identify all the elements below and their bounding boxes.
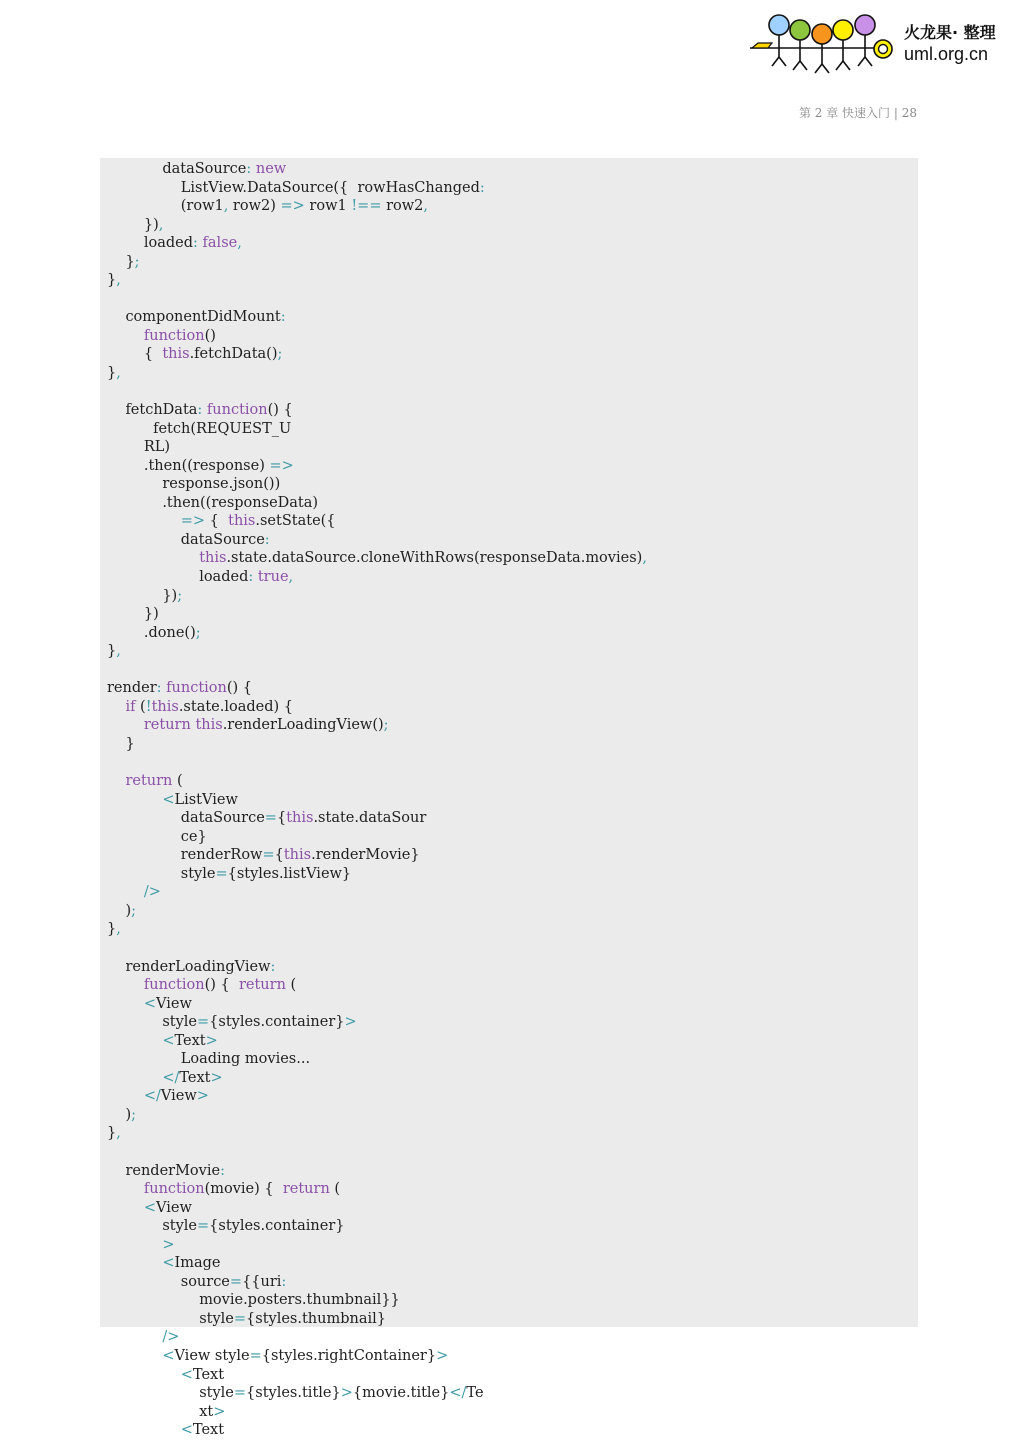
code-text: (	[329, 1181, 341, 1198]
code-text: () {	[267, 402, 293, 419]
code-operator: ;	[277, 346, 283, 363]
code-line	[107, 679, 907, 698]
code-text: }	[107, 921, 117, 938]
code-text: {	[274, 847, 284, 864]
code-line	[107, 420, 907, 439]
code-line	[107, 624, 907, 643]
code-text: }	[125, 735, 135, 752]
code-line	[107, 1403, 907, 1422]
code-line	[107, 271, 907, 290]
code-line	[107, 1384, 907, 1403]
code-operator: >	[205, 1032, 218, 1049]
code-line	[107, 549, 907, 568]
code-text: renderMovie	[125, 1162, 221, 1179]
code-operator: </	[143, 1088, 161, 1105]
code-operator: >	[162, 1236, 175, 1253]
code-keyword: function	[206, 402, 268, 419]
code-operator: ,	[223, 198, 229, 215]
code-line	[107, 383, 907, 402]
code-line	[107, 179, 907, 198]
code-text: }	[107, 643, 117, 660]
code-text: xt	[199, 1403, 214, 1420]
code-operator: ,	[116, 1125, 121, 1142]
code-operator: :	[280, 309, 286, 326]
code-operator: !==	[351, 198, 382, 215]
code-text: RL)	[143, 439, 171, 456]
code-line	[107, 958, 907, 977]
code-text: (	[285, 977, 297, 994]
code-keyword: return	[238, 977, 286, 994]
code-operator: <	[143, 1199, 157, 1216]
code-operator: :	[220, 1162, 225, 1179]
code-operator: ,	[116, 643, 121, 660]
code-text: Image	[174, 1255, 221, 1272]
code-operator: <	[162, 1032, 175, 1049]
code-text: response.json())	[162, 476, 281, 493]
code-operator: :	[156, 680, 162, 697]
code-line	[107, 716, 907, 735]
code-line	[107, 809, 907, 828]
code-line	[107, 1366, 907, 1385]
code-operator: :	[479, 179, 485, 196]
code-line	[107, 568, 907, 587]
code-operator: ,	[116, 921, 121, 938]
code-text: .state.dataSource.cloneWithRows(responseData.movies)	[226, 550, 643, 567]
code-line	[107, 1087, 907, 1106]
code-operator: >	[436, 1348, 449, 1364]
code-text: row1	[304, 198, 352, 215]
code-text: {styles.container}	[209, 1218, 345, 1235]
code-text: {movie.title}	[352, 1385, 450, 1402]
code-text: ce}	[180, 828, 207, 845]
code-line	[107, 1421, 907, 1440]
code-text: loaded	[143, 235, 194, 252]
code-line	[107, 1143, 907, 1162]
code-text: renderRow	[180, 847, 263, 864]
code-text: Te	[466, 1385, 484, 1402]
code-text: .then((response)	[143, 457, 270, 474]
code-line	[107, 1347, 907, 1366]
code-line	[107, 1180, 907, 1199]
code-operator: />	[162, 1329, 180, 1346]
code-operator: <	[162, 791, 175, 808]
code-keyword: function	[143, 327, 205, 344]
code-line	[107, 772, 907, 791]
code-line	[107, 1217, 907, 1236]
code-text: {styles.title}	[246, 1385, 341, 1402]
code-operator: =>	[280, 198, 305, 215]
code-text: Text	[179, 1069, 211, 1086]
code-line	[107, 197, 907, 216]
code-operator: <	[162, 1255, 175, 1272]
code-keyword: return	[282, 1181, 330, 1198]
code-operator: =	[233, 1385, 247, 1402]
code-operator: ;	[177, 587, 183, 604]
code-text: View style	[174, 1348, 250, 1364]
code-line	[107, 1254, 907, 1273]
code-line	[107, 345, 907, 364]
code-text: .setState({	[255, 513, 336, 530]
code-line	[107, 1273, 907, 1292]
code-operator: =>	[269, 457, 294, 474]
code-operator: ,	[116, 272, 121, 289]
code-line	[107, 1032, 907, 1051]
code-keyword: this	[286, 810, 314, 827]
code-keyword: this	[162, 346, 190, 363]
code-line	[107, 494, 907, 513]
code-line	[107, 457, 907, 476]
code-operator: :	[248, 569, 254, 586]
code-line	[107, 290, 907, 309]
code-text: )	[125, 902, 132, 919]
code-line	[107, 531, 907, 550]
code-text: (	[135, 698, 146, 715]
code-text: dataSource	[180, 531, 265, 548]
code-text: {styles.container}	[209, 1014, 345, 1031]
code-text: componentDidMount	[125, 309, 281, 326]
code-operator: :	[197, 402, 203, 419]
code-text: {	[276, 810, 287, 827]
code-line	[107, 976, 907, 995]
code-operator: <	[180, 1366, 193, 1383]
code-text: style	[180, 865, 216, 882]
stick-figures-logo-icon	[748, 12, 898, 76]
code-line	[107, 865, 907, 884]
code-text: .state.dataSour	[313, 810, 427, 827]
code-keyword: this	[151, 698, 179, 715]
code-text: style	[162, 1218, 197, 1235]
code-text: dataSource	[180, 810, 265, 827]
code-operator: ;	[131, 902, 136, 919]
code-text: dataSource	[162, 161, 247, 177]
code-line	[107, 308, 907, 327]
code-line	[107, 828, 907, 847]
code-line	[107, 1328, 907, 1347]
code-line	[107, 1291, 907, 1310]
code-operator: ,	[116, 365, 121, 382]
code-text: ()	[204, 327, 216, 344]
code-line	[107, 939, 907, 958]
code-line	[107, 253, 907, 272]
code-text: Text	[192, 1366, 225, 1383]
code-text: })	[143, 216, 159, 233]
code-operator: =	[264, 810, 277, 827]
code-operator: ;	[195, 624, 201, 641]
code-text: )	[125, 1106, 132, 1123]
code-text: View	[160, 1088, 197, 1105]
code-keyword: this	[228, 513, 256, 530]
code-operator: ;	[131, 1106, 136, 1123]
code-line	[107, 1310, 907, 1329]
code-text: render	[107, 680, 157, 697]
code-operator: ;	[383, 717, 389, 734]
code-line	[107, 475, 907, 494]
code-text: movie.posters.thumbnail}}	[199, 1292, 400, 1309]
code-keyword: this	[195, 717, 223, 734]
brand-url: uml.org.cn	[904, 44, 989, 64]
code-operator: ,	[237, 235, 242, 252]
code-line	[107, 401, 907, 420]
code-text: source	[180, 1273, 230, 1290]
code-line	[107, 438, 907, 457]
code-line	[107, 587, 907, 606]
code-operator: ,	[288, 569, 294, 586]
code-text: Text	[174, 1032, 206, 1049]
code-text: }	[107, 272, 117, 289]
code-text: .fetchData()	[189, 346, 278, 363]
code-operator: :	[270, 958, 276, 975]
code-text: })	[162, 587, 178, 604]
code-line	[107, 1106, 907, 1125]
code-text: }	[107, 365, 117, 382]
code-operator: =	[229, 1273, 243, 1290]
code-text: View	[156, 995, 192, 1012]
code-keyword: function	[143, 977, 205, 994]
code-text: style	[162, 1014, 197, 1031]
code-text: }	[125, 253, 135, 270]
code-keyword: return	[143, 717, 191, 734]
code-text: {	[205, 513, 229, 530]
code-text: .then((responseData)	[162, 494, 319, 511]
code-text: style	[199, 1385, 234, 1402]
code-text: .done()	[143, 624, 196, 641]
code-operator: :	[281, 1273, 287, 1290]
code-line	[107, 995, 907, 1014]
code-text: })	[143, 606, 159, 623]
code-text: .renderLoadingView()	[222, 717, 384, 734]
code-text: {styles.rightContainer}	[261, 1348, 437, 1364]
code-line	[107, 735, 907, 754]
code-line	[107, 512, 907, 531]
code-text: () {	[226, 680, 253, 697]
code-text: {	[143, 346, 163, 363]
code-keyword: function	[143, 1181, 205, 1198]
code-line	[107, 1069, 907, 1088]
code-text: Loading movies...	[180, 1051, 311, 1068]
code-line	[107, 216, 907, 235]
code-keyword: return	[125, 773, 173, 790]
code-operator: >	[340, 1385, 353, 1402]
code-text: {styles.listView}	[227, 865, 352, 882]
code-operator: >	[213, 1403, 226, 1420]
code-line	[107, 160, 907, 179]
code-line	[107, 791, 907, 810]
code-operator: =	[233, 1310, 247, 1327]
code-keyword: true	[257, 569, 289, 586]
code-text: loaded	[199, 569, 249, 586]
chapter-page-header: 第 2 章 快速入门 | 28	[798, 106, 917, 120]
code-keyword: function	[166, 680, 227, 697]
code-operator: >	[196, 1088, 209, 1105]
code-text: () {	[204, 977, 239, 994]
code-line	[107, 846, 907, 865]
code-text: row2	[381, 198, 424, 215]
code-line	[107, 364, 907, 383]
code-text: }	[107, 1125, 117, 1142]
code-line	[107, 1124, 907, 1143]
code-operator: =	[215, 865, 228, 882]
code-line	[107, 1236, 907, 1255]
code-operator: ,	[642, 550, 647, 567]
code-operator: :	[246, 161, 252, 177]
code-keyword: this	[199, 550, 227, 567]
code-operator: =>	[180, 513, 206, 530]
code-operator: </	[449, 1385, 467, 1402]
code-text: Text	[192, 1422, 225, 1439]
code-line	[107, 1162, 907, 1181]
code-line	[107, 883, 907, 902]
code-text: .renderMovie}	[311, 847, 420, 864]
code-text: style	[199, 1310, 234, 1327]
code-line	[107, 1199, 907, 1218]
code-keyword: false	[202, 235, 238, 252]
code-operator: </	[162, 1069, 180, 1086]
code-block	[107, 160, 907, 1440]
code-operator: >	[210, 1069, 223, 1086]
code-operator: <	[180, 1422, 193, 1439]
code-line	[107, 1050, 907, 1069]
code-text: (	[172, 773, 183, 790]
code-text: (movie) {	[204, 1181, 283, 1198]
code-operator: :	[193, 235, 198, 252]
code-operator: <	[162, 1348, 175, 1364]
code-keyword: new	[255, 161, 287, 177]
code-text: row2)	[228, 198, 281, 215]
code-operator: ,	[158, 216, 164, 233]
code-line	[107, 605, 907, 624]
code-line	[107, 902, 907, 921]
code-keyword: if	[125, 698, 136, 715]
code-line	[107, 642, 907, 661]
code-text: (row1	[180, 198, 224, 215]
code-operator: >	[344, 1014, 357, 1031]
code-text: fetch(REQUEST_U	[153, 420, 292, 437]
code-operator: :	[264, 531, 270, 548]
code-text: renderLoadingView	[125, 958, 271, 975]
code-text: fetchData	[125, 402, 198, 419]
code-operator: =	[197, 1218, 210, 1235]
code-line	[107, 234, 907, 253]
code-text: View	[156, 1199, 192, 1216]
code-operator: =	[249, 1348, 262, 1364]
code-operator: />	[143, 884, 161, 901]
code-line	[107, 698, 907, 717]
code-operator: =	[197, 1014, 210, 1031]
code-text: .state.loaded) {	[178, 698, 293, 715]
code-line	[107, 1013, 907, 1032]
code-text: ListView.DataSource({ rowHasChanged	[180, 179, 480, 196]
code-line	[107, 327, 907, 346]
code-line	[107, 920, 907, 939]
code-operator: !	[145, 698, 152, 715]
code-text: {styles.thumbnail}	[246, 1310, 387, 1327]
code-text: ListView	[174, 791, 238, 808]
code-line	[107, 754, 907, 773]
brand-name-cn: 火龙果· 整理	[904, 23, 996, 42]
code-operator: <	[143, 995, 157, 1012]
code-text: {{uri	[242, 1273, 282, 1290]
code-operator: ,	[423, 198, 429, 215]
code-keyword: this	[283, 847, 312, 864]
code-operator: ;	[134, 253, 140, 270]
code-line	[107, 661, 907, 680]
code-operator: =	[262, 847, 275, 864]
